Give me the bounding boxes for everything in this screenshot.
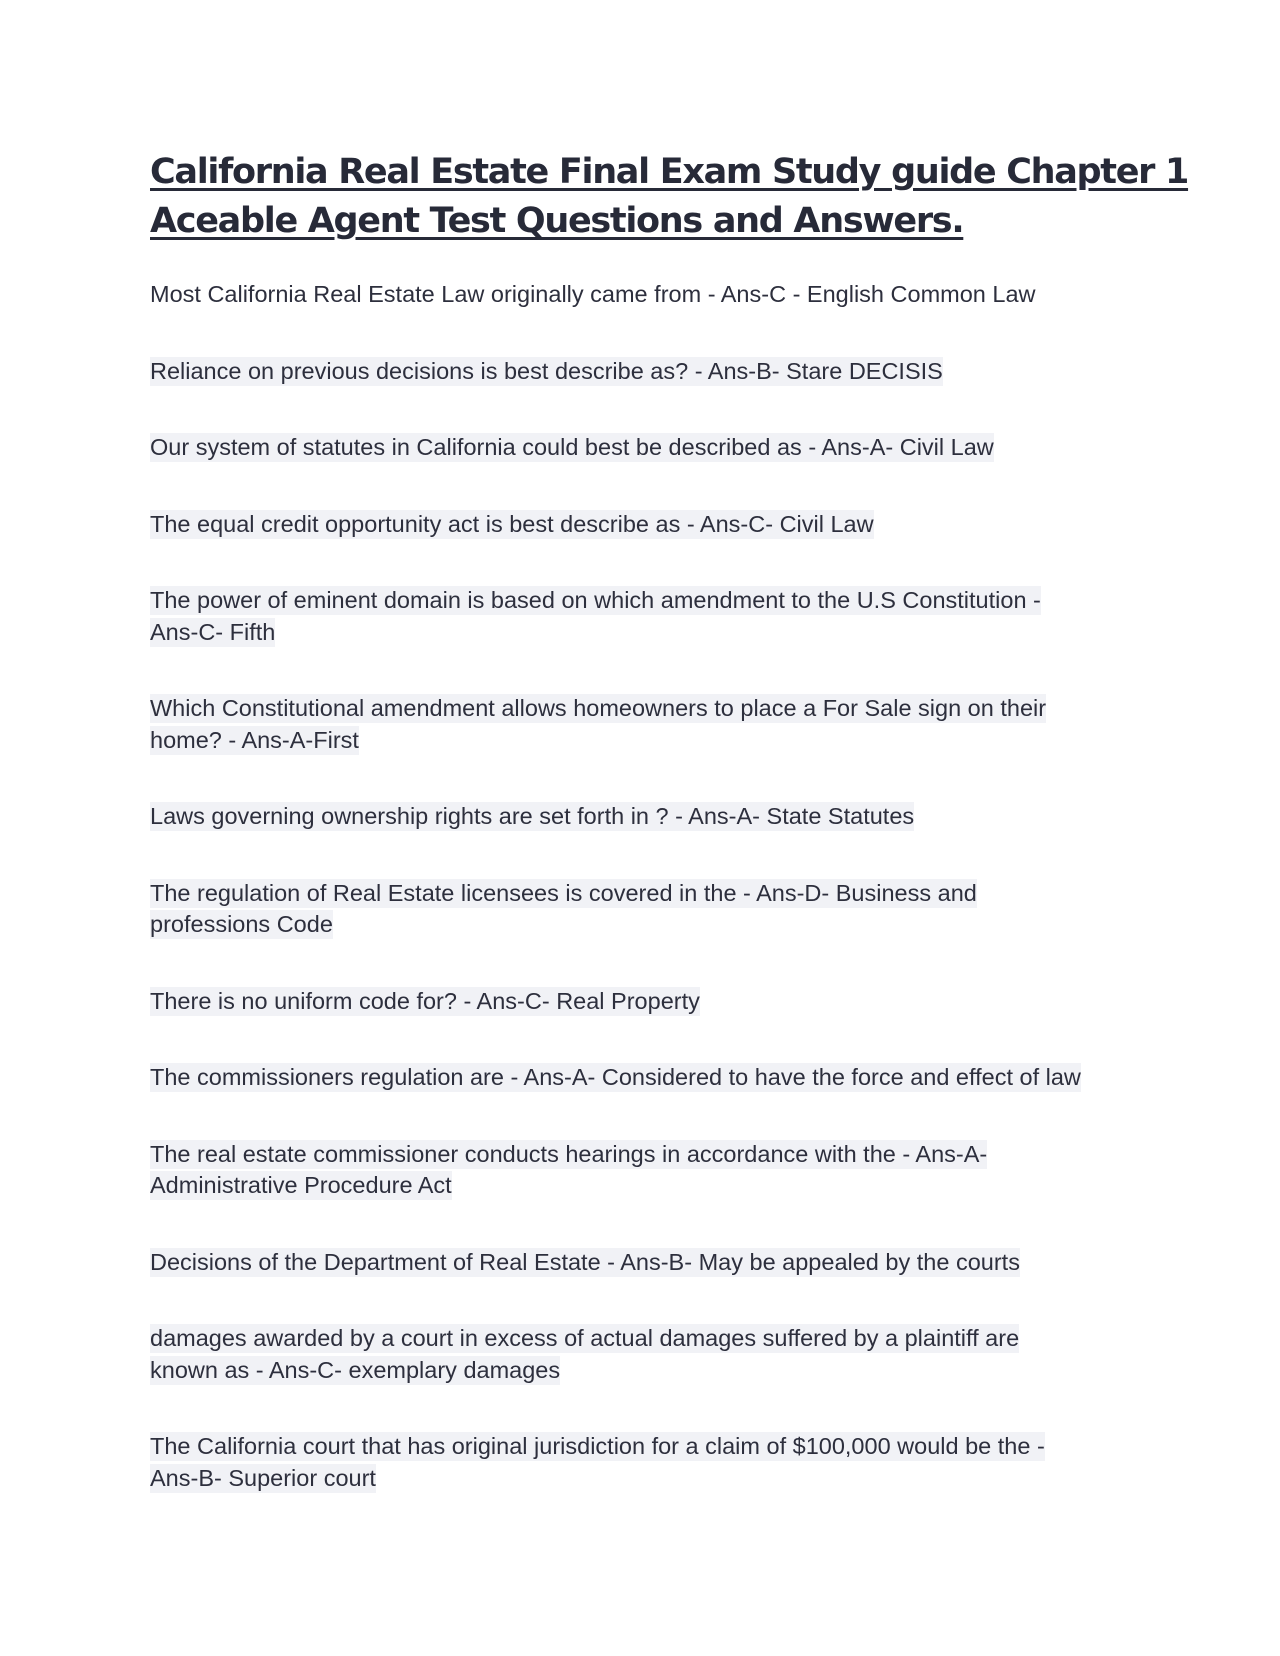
title-line-2: Aceable Agent Test Questions and Answers. [150, 201, 964, 241]
document-title [150, 148, 1189, 246]
qa-item [150, 356, 1140, 388]
qa-item [150, 509, 1140, 541]
qa-text: The commissioners regulation are - Ans-A- Considered to have the force and effect of law [150, 1064, 1081, 1090]
qa-text: Laws governing ownership rights are set forth in ? - Ans-A- State Statutes [150, 803, 915, 829]
qa-text: Which Constitutional amendment allows homeowners to place a For Sale sign on their [150, 695, 1047, 721]
qa-text: The California court that has original jurisdiction for a claim of $100,000 would be the - [150, 1433, 1045, 1459]
qa-item [150, 432, 1140, 464]
qa-text: Decisions of the Department of Real Estate - Ans-B- May be appealed by the courts [150, 1248, 1020, 1275]
qa-item [150, 1323, 1140, 1386]
qa-text-continued: Administrative Procedure Act [150, 1172, 452, 1198]
qa-item [150, 1062, 1140, 1094]
qa-text: Reliance on previous decisions is best describe as? - Ans-B- Stare DECISIS [150, 357, 943, 384]
qa-text-continued: known as - Ans-C- exemplary damages [150, 1356, 561, 1383]
qa-text-continued: professions Code [150, 911, 333, 937]
qa-text: Our system of statutes in California could best be described as - Ans-A- Civil Law [150, 434, 994, 460]
qa-item [150, 693, 1140, 756]
qa-text: The real estate commissioner conducts hearings in accordance with the - Ans-A- [150, 1140, 988, 1167]
qa-list [150, 279, 1140, 1494]
qa-text: The equal credit opportunity act is best describe as - Ans-C- Civil Law [150, 510, 874, 537]
qa-item [150, 1247, 1140, 1279]
qa-item [150, 1139, 1140, 1202]
qa-text: There is no uniform code for? - Ans-C- Real Property [150, 987, 700, 1014]
qa-text-continued: Ans-C- Fifth [150, 618, 276, 645]
document-page [150, 148, 1189, 1539]
qa-text: The power of eminent domain is based on which amendment to the U.S Constitution - [150, 587, 1041, 613]
qa-text-continued: Ans-B- Superior court [150, 1464, 376, 1491]
qa-item [150, 801, 1140, 833]
qa-item [150, 585, 1140, 648]
qa-item [150, 1431, 1140, 1494]
qa-item [150, 279, 1140, 311]
qa-item [150, 878, 1140, 941]
qa-text: Most California Real Estate Law originally came from - Ans-C - English Common Law [150, 281, 1036, 307]
qa-text: The regulation of Real Estate licensees is covered in the - Ans-D- Business and [150, 879, 977, 906]
qa-item [150, 986, 1140, 1018]
qa-text-continued: home? - Ans-A-First [150, 726, 359, 753]
title-line-1: California Real Estate Final Exam Study guide Chapter 1 [150, 152, 1189, 192]
qa-text: damages awarded by a court in excess of actual damages suffered by a plaintiff are [150, 1325, 1020, 1351]
